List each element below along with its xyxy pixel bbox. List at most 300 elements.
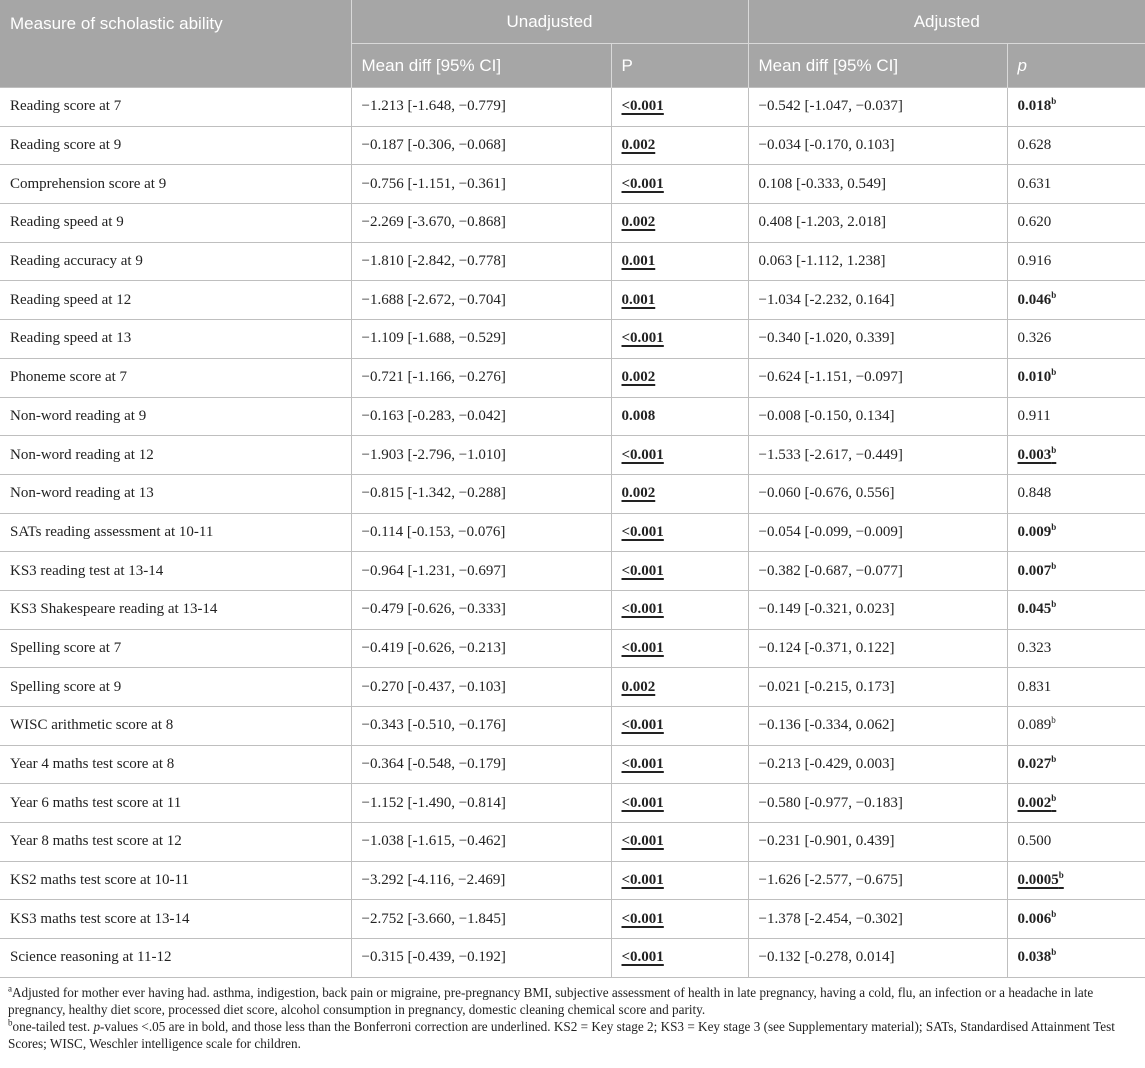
cell-unadj-mean <box>351 784 611 823</box>
cell-unadj-p <box>611 358 748 397</box>
adj-p-wrap <box>1017 521 1057 540</box>
cell-unadj-p-value: <0.001 <box>621 910 664 927</box>
cell-measure-value: Reading score at 7 <box>10 98 122 115</box>
cell-measure-value: Spelling score at 9 <box>10 678 122 695</box>
cell-adj-p-value: 0.003 <box>1017 446 1052 463</box>
footnotes <box>0 978 1145 1052</box>
cell-unadj-mean-value: −0.343 [-0.510, −0.176] <box>361 717 506 734</box>
cell-adj-p-value: 0.007 <box>1017 562 1052 579</box>
cell-measure-value: Reading speed at 9 <box>10 214 124 231</box>
table-row <box>0 590 1145 629</box>
cell-measure-value: Spelling score at 7 <box>10 639 122 656</box>
cell-unadj-p <box>611 242 748 281</box>
adj-p-wrap <box>1018 369 1057 385</box>
table-row <box>0 242 1145 281</box>
cell-measure <box>0 629 351 668</box>
adj-p-wrap <box>1018 756 1057 772</box>
cell-adj-p-value: 0.500 <box>1017 833 1052 850</box>
cell-adj-p-value: 0.089 <box>1017 717 1052 734</box>
cell-measure-value: Reading accuracy at 9 <box>10 253 143 270</box>
adj-p-wrap <box>1017 792 1057 811</box>
cell-unadj-p-value: <0.001 <box>621 175 664 192</box>
cell-unadj-p <box>611 861 748 900</box>
cell-adj-mean-value: −0.382 [-0.687, −0.077] <box>758 562 903 579</box>
cell-measure <box>0 88 351 127</box>
table-row <box>0 204 1145 243</box>
footnote-b-text-ital: p <box>93 1018 101 1034</box>
cell-adj-p <box>1007 204 1145 243</box>
header-adj-p: p <box>1007 44 1145 88</box>
cell-unadj-p <box>611 513 748 552</box>
cell-measure-value: KS3 maths test score at 13-14 <box>10 910 190 927</box>
cell-measure <box>0 281 351 320</box>
cell-adj-p <box>1007 939 1145 978</box>
cell-adj-p <box>1007 126 1145 165</box>
header-unadjusted: Unadjusted <box>351 0 748 44</box>
cell-unadj-p-value: <0.001 <box>621 601 664 618</box>
cell-unadj-p <box>611 629 748 668</box>
cell-measure <box>0 552 351 591</box>
cell-unadj-mean-value: −1.038 [-1.615, −0.462] <box>361 833 506 850</box>
footnote-ref: b <box>1051 754 1057 765</box>
cell-adj-mean-value: −0.060 [-0.676, 0.556] <box>758 485 895 502</box>
cell-adj-mean <box>748 204 1007 243</box>
cell-measure-value: WISC arithmetic score at 8 <box>10 717 174 734</box>
footnote-b-text-1: one-tailed test. <box>12 1018 94 1034</box>
footnote-ref: b <box>1058 870 1064 881</box>
cell-unadj-mean <box>351 900 611 939</box>
cell-unadj-mean <box>351 242 611 281</box>
cell-adj-mean-value: −0.054 [-0.099, −0.009] <box>758 523 903 540</box>
cell-unadj-mean-value: −0.815 [-1.342, −0.288] <box>361 485 506 502</box>
cell-adj-mean-value: −0.034 [-0.170, 0.103] <box>758 137 895 154</box>
footnote-ref: b <box>1051 947 1057 958</box>
cell-unadj-mean <box>351 397 611 436</box>
adj-p-wrap <box>1018 833 1052 849</box>
cell-measure <box>0 861 351 900</box>
table-row <box>0 320 1145 359</box>
table-body <box>0 88 1145 978</box>
cell-measure <box>0 668 351 707</box>
footnote-b-text-2: -values <.05 are in bold, and those less than the Bonferroni correction are underlined. KS2 = Key stage 2; KS3 = Key stage 3 (see Supplementary material); SATs, Standardised Attainment Test Scores; WISC, Weschler intelligence scale for children. <box>8 1018 1115 1051</box>
adj-p-wrap <box>1017 289 1057 308</box>
cell-unadj-mean <box>351 939 611 978</box>
cell-adj-mean <box>748 358 1007 397</box>
cell-adj-p-value: 0.027 <box>1017 756 1052 773</box>
header-unadj-p: P <box>611 44 748 88</box>
cell-unadj-p <box>611 204 748 243</box>
cell-unadj-p-value: <0.001 <box>621 98 664 115</box>
table-row <box>0 281 1145 320</box>
cell-adj-mean <box>748 861 1007 900</box>
cell-unadj-p-value: <0.001 <box>621 794 664 811</box>
cell-measure <box>0 126 351 165</box>
header-adj-mean: Mean diff [95% CI] <box>748 44 1007 88</box>
cell-adj-mean <box>748 88 1007 127</box>
cell-unadj-p-value: 0.002 <box>621 137 656 154</box>
cell-adj-mean <box>748 823 1007 862</box>
footnote-ref: b <box>1051 289 1057 300</box>
cell-unadj-mean-value: −2.269 [-3.670, −0.868] <box>361 214 506 231</box>
footnote-ref: b <box>1051 715 1056 726</box>
cell-measure-value: Non-word reading at 9 <box>10 407 147 424</box>
adj-p-wrap <box>1018 485 1052 501</box>
cell-measure-value: Phoneme score at 7 <box>10 369 128 386</box>
cell-adj-mean-value: 0.408 [-1.203, 2.018] <box>758 214 887 231</box>
cell-adj-p <box>1007 668 1145 707</box>
cell-unadj-mean <box>351 436 611 475</box>
cell-measure-value: Year 4 maths test score at 8 <box>10 756 175 773</box>
cell-adj-mean-value: −0.542 [-1.047, −0.037] <box>758 98 903 115</box>
cell-adj-p-value: 0.323 <box>1017 639 1052 656</box>
cell-adj-p <box>1007 513 1145 552</box>
header-adjusted: Adjusted <box>748 0 1145 44</box>
cell-adj-p-value: 0.0005 <box>1017 872 1059 889</box>
cell-unadj-mean-value: −1.903 [-2.796, −1.010] <box>361 446 506 463</box>
table-row <box>0 823 1145 862</box>
cell-adj-mean <box>748 552 1007 591</box>
cell-adj-mean <box>748 474 1007 513</box>
cell-measure-value: Reading speed at 13 <box>10 330 132 347</box>
cell-unadj-p <box>611 745 748 784</box>
adj-p-wrap <box>1018 640 1052 656</box>
cell-unadj-p <box>611 900 748 939</box>
footnote-ref: b <box>1051 96 1057 107</box>
cell-measure <box>0 242 351 281</box>
cell-adj-p <box>1007 823 1145 862</box>
cell-unadj-p-value: <0.001 <box>621 523 664 540</box>
cell-unadj-p <box>611 474 748 513</box>
cell-adj-mean <box>748 513 1007 552</box>
cell-measure <box>0 320 351 359</box>
cell-adj-p-value: 0.038 <box>1017 949 1052 966</box>
cell-unadj-p-value: <0.001 <box>621 833 664 850</box>
adj-p-wrap <box>1018 679 1052 695</box>
cell-adj-mean <box>748 242 1007 281</box>
cell-adj-p-value: 0.046 <box>1017 291 1052 308</box>
cell-unadj-p-value: 0.002 <box>621 485 656 502</box>
cell-measure <box>0 397 351 436</box>
table-row <box>0 436 1145 475</box>
cell-adj-mean <box>748 668 1007 707</box>
cell-unadj-mean <box>351 474 611 513</box>
cell-unadj-mean <box>351 629 611 668</box>
table-row <box>0 629 1145 668</box>
cell-adj-p <box>1007 358 1145 397</box>
cell-unadj-mean-value: −1.688 [-2.672, −0.704] <box>361 291 506 308</box>
cell-unadj-p-value: <0.001 <box>621 756 664 773</box>
cell-adj-mean-value: −1.626 [-2.577, −0.675] <box>758 872 903 889</box>
adj-p-wrap <box>1018 176 1052 192</box>
cell-adj-p <box>1007 629 1145 668</box>
cell-unadj-mean-value: −0.163 [-0.283, −0.042] <box>361 407 506 424</box>
cell-measure <box>0 707 351 746</box>
cell-unadj-mean <box>351 165 611 204</box>
cell-adj-mean-value: −0.008 [-0.150, 0.134] <box>758 407 895 424</box>
adj-p-wrap <box>1018 214 1052 230</box>
cell-adj-mean <box>748 126 1007 165</box>
cell-unadj-mean-value: −0.479 [-0.626, −0.333] <box>361 601 506 618</box>
adj-p-wrap <box>1018 601 1057 617</box>
cell-adj-mean-value: −0.124 [-0.371, 0.122] <box>758 639 895 656</box>
cell-unadj-p <box>611 397 748 436</box>
cell-unadj-mean-value: −0.419 [-0.626, −0.213] <box>361 639 506 656</box>
cell-adj-p <box>1007 707 1145 746</box>
cell-measure-value: Year 6 maths test score at 11 <box>10 794 182 811</box>
cell-unadj-p <box>611 165 748 204</box>
table-row <box>0 745 1145 784</box>
adj-p-wrap <box>1017 908 1057 927</box>
cell-unadj-mean <box>351 281 611 320</box>
cell-unadj-p-value: <0.001 <box>621 639 664 656</box>
cell-unadj-p-value: <0.001 <box>621 330 664 347</box>
adj-p-wrap <box>1018 98 1057 114</box>
cell-measure-value: Reading score at 9 <box>10 137 122 154</box>
cell-unadj-p <box>611 784 748 823</box>
cell-unadj-mean-value: −0.270 [-0.437, −0.103] <box>361 678 506 695</box>
cell-measure <box>0 513 351 552</box>
cell-measure-value: Non-word reading at 13 <box>10 485 154 502</box>
cell-adj-p-value: 0.018 <box>1017 98 1052 115</box>
cell-unadj-p-value: <0.001 <box>621 562 664 579</box>
cell-unadj-p-value: 0.008 <box>621 407 656 424</box>
cell-adj-p <box>1007 474 1145 513</box>
cell-unadj-mean-value: −1.152 [-1.490, −0.814] <box>361 794 506 811</box>
adj-p-wrap <box>1018 253 1052 269</box>
cell-unadj-mean <box>351 126 611 165</box>
cell-unadj-p <box>611 823 748 862</box>
cell-adj-p-value: 0.620 <box>1017 214 1052 231</box>
footnote-a-mark: a <box>8 983 12 994</box>
cell-unadj-p <box>611 552 748 591</box>
footnote-a <box>8 984 1135 1018</box>
cell-adj-p-value: 0.002 <box>1017 794 1052 811</box>
cell-adj-mean-value: −1.533 [-2.617, −0.449] <box>758 446 903 463</box>
cell-adj-mean-value: −0.624 [-1.151, −0.097] <box>758 369 903 386</box>
table-row <box>0 939 1145 978</box>
cell-unadj-mean <box>351 668 611 707</box>
cell-adj-p-value: 0.009 <box>1017 523 1052 540</box>
cell-measure <box>0 939 351 978</box>
cell-adj-p-value: 0.631 <box>1017 175 1052 192</box>
cell-measure-value: KS2 maths test score at 10-11 <box>10 872 189 889</box>
table-row <box>0 88 1145 127</box>
cell-measure <box>0 823 351 862</box>
table-row <box>0 513 1145 552</box>
footnote-b <box>8 1018 1135 1052</box>
cell-measure <box>0 784 351 823</box>
cell-adj-p-value: 0.916 <box>1017 253 1052 270</box>
cell-measure <box>0 358 351 397</box>
cell-adj-p-value: 0.628 <box>1017 137 1052 154</box>
cell-adj-mean <box>748 745 1007 784</box>
cell-adj-p <box>1007 242 1145 281</box>
cell-adj-mean <box>748 320 1007 359</box>
header-row-top <box>0 0 1145 44</box>
cell-adj-mean <box>748 281 1007 320</box>
cell-unadj-mean-value: −0.114 [-0.153, −0.076] <box>361 523 506 540</box>
footnote-ref: b <box>1051 560 1057 571</box>
cell-measure-value: KS3 Shakespeare reading at 13-14 <box>10 601 218 618</box>
cell-unadj-p <box>611 668 748 707</box>
cell-adj-mean-value: −0.149 [-0.321, 0.023] <box>758 601 895 618</box>
cell-unadj-mean <box>351 204 611 243</box>
cell-adj-mean-value: −1.378 [-2.454, −0.302] <box>758 910 903 927</box>
cell-unadj-mean <box>351 88 611 127</box>
cell-adj-p-value: 0.326 <box>1017 330 1052 347</box>
cell-unadj-mean-value: −0.364 [-0.548, −0.179] <box>361 756 506 773</box>
cell-adj-p <box>1007 745 1145 784</box>
cell-adj-p-value: 0.006 <box>1017 910 1052 927</box>
cell-unadj-p-value: <0.001 <box>621 717 664 734</box>
table-row <box>0 552 1145 591</box>
cell-adj-p <box>1007 861 1145 900</box>
table-row <box>0 707 1145 746</box>
cell-adj-mean <box>748 436 1007 475</box>
cell-measure-value: KS3 reading test at 13-14 <box>10 562 164 579</box>
cell-unadj-p-value: <0.001 <box>621 949 664 966</box>
cell-unadj-mean-value: −0.721 [-1.166, −0.276] <box>361 369 506 386</box>
cell-adj-mean-value: −1.034 [-2.232, 0.164] <box>758 291 895 308</box>
cell-adj-p <box>1007 436 1145 475</box>
cell-adj-p <box>1007 397 1145 436</box>
adj-p-wrap <box>1017 444 1057 463</box>
cell-adj-mean <box>748 397 1007 436</box>
cell-unadj-mean <box>351 861 611 900</box>
cell-measure <box>0 165 351 204</box>
table-row <box>0 900 1145 939</box>
cell-unadj-p-value: <0.001 <box>621 446 664 463</box>
cell-unadj-p-value: <0.001 <box>621 872 664 889</box>
cell-measure <box>0 745 351 784</box>
adj-p-wrap <box>1018 949 1057 965</box>
adj-p-wrap <box>1017 560 1057 579</box>
adj-p-wrap <box>1018 137 1052 153</box>
cell-adj-p <box>1007 552 1145 591</box>
adj-p-wrap <box>1018 408 1051 424</box>
table-row <box>0 474 1145 513</box>
cell-measure <box>0 590 351 629</box>
cell-adj-mean-value: −0.132 [-0.278, 0.014] <box>758 949 895 966</box>
cell-adj-mean <box>748 707 1007 746</box>
table-row <box>0 358 1145 397</box>
cell-measure-value: Year 8 maths test score at 12 <box>10 833 182 850</box>
footnote-ref: b <box>1051 908 1057 919</box>
cell-unadj-mean <box>351 590 611 629</box>
cell-adj-p <box>1007 784 1145 823</box>
cell-unadj-mean-value: −0.187 [-0.306, −0.068] <box>361 137 506 154</box>
adj-p-wrap <box>1018 717 1056 733</box>
table-row <box>0 861 1145 900</box>
cell-unadj-mean-value: −0.315 [-0.439, −0.192] <box>361 949 506 966</box>
cell-unadj-p <box>611 88 748 127</box>
cell-unadj-p-value: 0.002 <box>621 369 656 386</box>
cell-adj-p-value: 0.911 <box>1017 407 1051 424</box>
cell-unadj-mean-value: −1.213 [-1.648, −0.779] <box>361 98 506 115</box>
cell-measure-value: Comprehension score at 9 <box>10 175 167 192</box>
cell-adj-mean-value: 0.063 [-1.112, 1.238] <box>758 253 886 270</box>
cell-measure-value: SATs reading assessment at 10-11 <box>10 523 214 540</box>
cell-adj-mean <box>748 900 1007 939</box>
table-row <box>0 668 1145 707</box>
footnote-ref: b <box>1051 599 1057 610</box>
cell-unadj-mean <box>351 358 611 397</box>
cell-unadj-mean-value: −2.752 [-3.660, −1.845] <box>361 910 506 927</box>
cell-adj-p <box>1007 88 1145 127</box>
cell-unadj-p <box>611 590 748 629</box>
cell-unadj-mean <box>351 513 611 552</box>
cell-measure <box>0 204 351 243</box>
cell-adj-mean <box>748 165 1007 204</box>
cell-unadj-mean <box>351 552 611 591</box>
cell-unadj-mean-value: −3.292 [-4.116, −2.469] <box>361 872 506 889</box>
cell-adj-p-value: 0.045 <box>1017 601 1052 618</box>
footnote-ref: b <box>1051 792 1057 803</box>
cell-adj-mean-value: −0.580 [-0.977, −0.183] <box>758 794 903 811</box>
cell-unadj-mean-value: −0.756 [-1.151, −0.361] <box>361 175 506 192</box>
cell-unadj-p <box>611 939 748 978</box>
cell-unadj-p <box>611 707 748 746</box>
cell-adj-mean-value: −0.136 [-0.334, 0.062] <box>758 717 895 734</box>
header-measure: Measure of scholastic ability <box>0 0 351 88</box>
footnote-ref: b <box>1051 444 1057 455</box>
cell-adj-p-value: 0.010 <box>1017 369 1052 386</box>
table-row <box>0 784 1145 823</box>
cell-adj-mean-value: −0.340 [-1.020, 0.339] <box>758 330 895 347</box>
footnote-b-mark: b <box>8 1017 13 1028</box>
cell-adj-mean-value: 0.108 [-0.333, 0.549] <box>758 175 887 192</box>
table-row <box>0 126 1145 165</box>
cell-adj-mean-value: −0.213 [-0.429, 0.003] <box>758 756 895 773</box>
cell-adj-mean <box>748 629 1007 668</box>
cell-measure-value: Non-word reading at 12 <box>10 446 154 463</box>
cell-measure <box>0 900 351 939</box>
cell-measure-value: Science reasoning at 11-12 <box>10 949 172 966</box>
cell-adj-p <box>1007 320 1145 359</box>
footnote-ref: b <box>1051 367 1057 378</box>
cell-adj-mean <box>748 784 1007 823</box>
cell-unadj-p <box>611 281 748 320</box>
cell-unadj-p-value: 0.002 <box>621 214 656 231</box>
cell-unadj-p-value: 0.002 <box>621 678 656 695</box>
adj-p-wrap <box>1018 330 1052 346</box>
footnote-a-text: Adjusted for mother ever having had. asthma, indigestion, back pain or migraine, pre-pregnancy BMI, subjective assessment of health in late pregnancy, having a cold, flu, an infection or a headache in late pregnancy, healthy diet score, processed diet score, alcohol consumption in pregnancy, domestic cleaning chemical score and parity. <box>8 984 1094 1017</box>
cell-unadj-p-value: 0.001 <box>621 291 656 308</box>
cell-unadj-p-value: 0.001 <box>621 253 656 270</box>
cell-adj-p-value: 0.831 <box>1017 678 1052 695</box>
cell-adj-p <box>1007 165 1145 204</box>
cell-measure-value: Reading speed at 12 <box>10 291 132 308</box>
cell-unadj-p <box>611 436 748 475</box>
cell-adj-p-value: 0.848 <box>1017 485 1052 502</box>
cell-unadj-mean <box>351 320 611 359</box>
cell-adj-p <box>1007 590 1145 629</box>
cell-unadj-mean-value: −0.964 [-1.231, −0.697] <box>361 562 506 579</box>
cell-adj-mean-value: −0.231 [-0.901, 0.439] <box>758 833 895 850</box>
cell-unadj-mean-value: −1.109 [-1.688, −0.529] <box>361 330 506 347</box>
cell-measure <box>0 474 351 513</box>
cell-adj-mean <box>748 939 1007 978</box>
cell-unadj-p <box>611 320 748 359</box>
table-row <box>0 397 1145 436</box>
cell-unadj-mean <box>351 745 611 784</box>
cell-unadj-mean <box>351 823 611 862</box>
adj-p-wrap <box>1018 872 1064 888</box>
cell-measure <box>0 436 351 475</box>
header-unadj-mean: Mean diff [95% CI] <box>351 44 611 88</box>
cell-unadj-mean-value: −1.810 [-2.842, −0.778] <box>361 253 506 270</box>
table-row <box>0 165 1145 204</box>
